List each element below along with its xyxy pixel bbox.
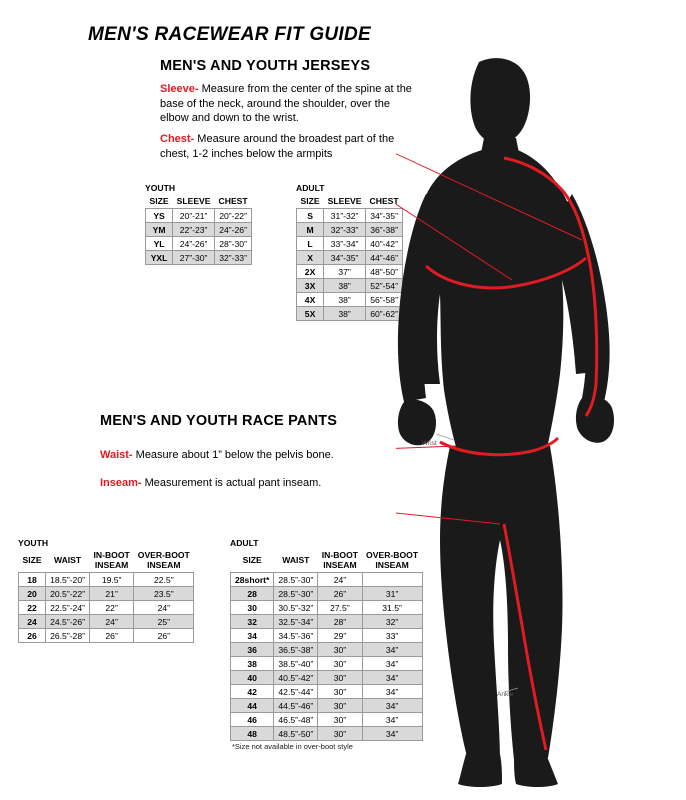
size-footnote: *Size not available in over-boot style [232,742,353,751]
table-header-row [231,549,423,573]
table-row [19,573,194,587]
measurement-cell: 23.5” [134,587,194,601]
measurement-cell: 38” [324,293,366,307]
size-cell: 38 [231,657,274,671]
measurement-cell: 36.5”-38” [274,643,318,657]
measurement-cell: 52”-54” [366,279,403,293]
size-cell: 44 [231,699,274,713]
measurement-cell: 32”-33” [324,223,366,237]
size-cell: 28 [231,587,274,601]
measurement-cell: 56”-58” [366,293,403,307]
table-row [146,209,252,223]
size-cell: 48 [231,727,274,741]
adult-pants-size-table [230,538,423,741]
size-cell: 40 [231,671,274,685]
measurement-cell: 28”-30” [215,237,252,251]
measurement-cell: 34” [362,713,422,727]
measurement-cell: 34” [362,727,422,741]
column-header: CHEST [369,195,399,206]
column-header: WAIST [282,555,310,565]
size-cell: 30 [231,601,274,615]
measurement-cell: 34” [362,657,422,671]
measurement-cell: 31.5” [362,601,422,615]
wrist-label: Wrist [422,440,437,447]
measurement-cell: 20.5”-22” [46,587,90,601]
table-row [231,671,423,685]
size-cell: 32 [231,615,274,629]
size-cell: X [297,251,324,265]
inseam-definition [100,476,400,491]
table-row [19,601,194,615]
table-row [146,237,252,251]
adult-jersey-table-grid [296,194,403,321]
measurement-cell: 24.5”-26” [46,615,90,629]
size-cell: 36 [231,643,274,657]
measurement-cell: 26” [318,587,362,601]
table-row [146,223,252,237]
measurement-cell: 42.5”-44” [274,685,318,699]
column-header: IN-BOOT INSEAM [93,550,130,570]
youth-pants-group-label: YOUTH [18,538,49,548]
measurement-cell: 18.5”-20” [46,573,90,587]
table-row [231,629,423,643]
measurement-cell: 28.5”-30” [274,573,318,587]
adult-jersey-table-body [297,194,403,321]
waist-text: Measure about 1” below the pelvis bone. [132,449,334,461]
rider-figure-svg [396,54,686,794]
measurement-cell: 20”-21” [173,209,215,223]
rider-figure [396,54,686,794]
column-header: OVER-BOOT INSEAM [137,550,190,570]
chest-definition [160,132,410,161]
measurement-cell: 24” [134,601,194,615]
measurement-cell: 24”-26” [173,237,215,251]
youth-jersey-size-table [145,183,252,265]
measurement-cell: 31”-32” [324,209,366,223]
measurement-cell: 21” [89,587,133,601]
measurement-cell: 28.5”-30” [274,587,318,601]
inseam-term: Inseam- [100,477,142,489]
size-cell: YS [146,209,173,223]
measurement-cell: 30” [318,727,362,741]
youth-pants-size-table [18,538,194,643]
table-row [297,223,403,237]
measurement-cell: 27.5” [318,601,362,615]
ankle-label: Ankle [497,691,514,698]
measurement-cell: 24”-26” [215,223,252,237]
measurement-cell: 32.5”-34” [274,615,318,629]
column-header: SIZE [149,195,169,206]
measurement-cell: 30” [318,685,362,699]
measurement-cell: 37” [324,265,366,279]
youth-pants-table-body [19,549,194,643]
measurement-cell: 28” [318,615,362,629]
measurement-cell: 32”-33” [215,251,252,265]
size-cell: 5X [297,307,324,321]
measurement-cell: 22.5”-24” [46,601,90,615]
measurement-cell: 32” [362,615,422,629]
measurement-cell: 27”-30” [173,251,215,265]
measurement-cell: 26” [89,629,133,643]
size-cell: YL [146,237,173,251]
measurement-cell: 24” [318,573,362,587]
table-row [297,293,403,307]
column-header: SIZE [22,555,42,565]
table-row [231,727,423,741]
measurement-cell: 19.5” [89,573,133,587]
measurement-cell: 30” [318,713,362,727]
table-row [19,615,194,629]
measurement-cell: 34.5”-36” [274,629,318,643]
measurement-cell: 38” [324,307,366,321]
chest-text: Measure around the broadest part of the chest, 1-2 inches below the armpits [160,133,395,160]
table-row [297,279,403,293]
measurement-cell: 34” [362,671,422,685]
measurement-cell: 29” [318,629,362,643]
measurement-cell: 46.5”-48” [274,713,318,727]
column-header: SLEEVE [176,195,211,206]
table-header-row [146,194,252,209]
size-cell: YM [146,223,173,237]
size-cell: 4X [297,293,324,307]
measurement-cell: 34” [362,685,422,699]
table-row [297,251,403,265]
measurement-cell: 25” [134,615,194,629]
measurement-cell: 22” [89,601,133,615]
measurement-cell: 44”-46” [366,251,403,265]
measurement-cell: 30” [318,657,362,671]
table-row [231,685,423,699]
adult-jersey-size-table [296,183,403,321]
column-header: IN-BOOT INSEAM [321,550,359,570]
table-row [231,643,423,657]
youth-pants-table-grid [18,549,194,643]
column-header: CHEST [218,195,248,206]
sleeve-term: Sleeve- [160,83,199,95]
measurement-cell: 48”-50” [366,265,403,279]
column-header: SIZE [242,555,262,565]
measurement-cell: 33”-34” [324,237,366,251]
chest-term: Chest- [160,133,195,145]
measurement-cell: 31” [362,587,422,601]
adult-pants-table-grid [230,549,423,741]
table-row [231,587,423,601]
measurement-cell: 26” [134,629,194,643]
measurement-cell: 44.5”-46” [274,699,318,713]
table-row [231,699,423,713]
size-cell: 34 [231,629,274,643]
size-cell: YXL [146,251,173,265]
size-cell: S [297,209,324,223]
table-row [297,265,403,279]
jerseys-section-title: MEN'S AND YOUTH JERSEYS [160,58,371,74]
size-cell: 26 [19,629,46,643]
column-header: SIZE [300,195,320,206]
size-cell: L [297,237,324,251]
table-row [19,629,194,643]
measurement-cell: 30” [318,643,362,657]
size-cell: 46 [231,713,274,727]
youth-jersey-table-body [146,194,252,265]
size-cell: 2X [297,265,324,279]
measurement-cell: 20”-22” [215,209,252,223]
measurement-cell: 40”-42” [366,237,403,251]
measurement-cell: 36”-38” [366,223,403,237]
measurement-cell: 38.5”-40” [274,657,318,671]
column-header: SLEEVE [327,195,362,206]
size-cell: M [297,223,324,237]
table-row [297,237,403,251]
measurement-cell: 26.5”-28” [46,629,90,643]
adult-pants-group-label: ADULT [230,538,259,548]
table-row [297,209,403,223]
rider-body-silhouette [398,58,614,787]
measurement-cell: 60”-62” [366,307,403,321]
table-header-row [297,194,403,209]
inseam-text: Measurement is actual pant inseam. [141,477,322,489]
measurement-cell: 38” [324,279,366,293]
table-row [231,713,423,727]
measurement-cell: 40.5”-42” [274,671,318,685]
column-header: OVER-BOOT INSEAM [366,550,419,570]
table-row [231,573,423,587]
table-row [231,615,423,629]
waist-term: Waist- [100,449,133,461]
table-header-row [19,549,194,573]
size-cell: 20 [19,587,46,601]
adult-jersey-group-label: ADULT [296,183,325,193]
youth-jersey-table-grid [145,194,252,265]
measurement-cell: 22”-23” [173,223,215,237]
measurement-cell: 33” [362,629,422,643]
size-cell: 42 [231,685,274,699]
measurement-cell: 30” [318,699,362,713]
measurement-cell: 34” [362,699,422,713]
size-cell: 18 [19,573,46,587]
waist-definition [100,448,400,463]
measurement-cell: 22.5” [134,573,194,587]
column-header: WAIST [53,555,82,565]
size-cell: 3X [297,279,324,293]
adult-pants-table-body [231,549,423,741]
table-row [231,657,423,671]
measurement-cell: 34”-35” [324,251,366,265]
table-row [19,587,194,601]
measurement-cell: 30” [318,671,362,685]
measurement-cell: 34”-35” [366,209,403,223]
measurement-cell: 34” [362,643,422,657]
sleeve-text: Measure from the center of the spine at the base of the neck, around the shoulder, over the elbow and down to the wrist. [160,83,412,124]
measurement-cell: 30.5”-32” [274,601,318,615]
table-row [297,307,403,321]
size-cell: 24 [19,615,46,629]
measurement-cell: 48.5”-50” [274,727,318,741]
pants-section-title: MEN'S AND YOUTH RACE PANTS [100,413,338,429]
page-title: MEN'S RACEWEAR FIT GUIDE [88,24,371,45]
table-row [231,601,423,615]
measurement-cell: 24” [89,615,133,629]
size-cell: 22 [19,601,46,615]
size-cell: 28short* [231,573,274,587]
table-row [146,251,252,265]
sleeve-definition [160,82,415,126]
youth-jersey-group-label: YOUTH [145,183,176,193]
